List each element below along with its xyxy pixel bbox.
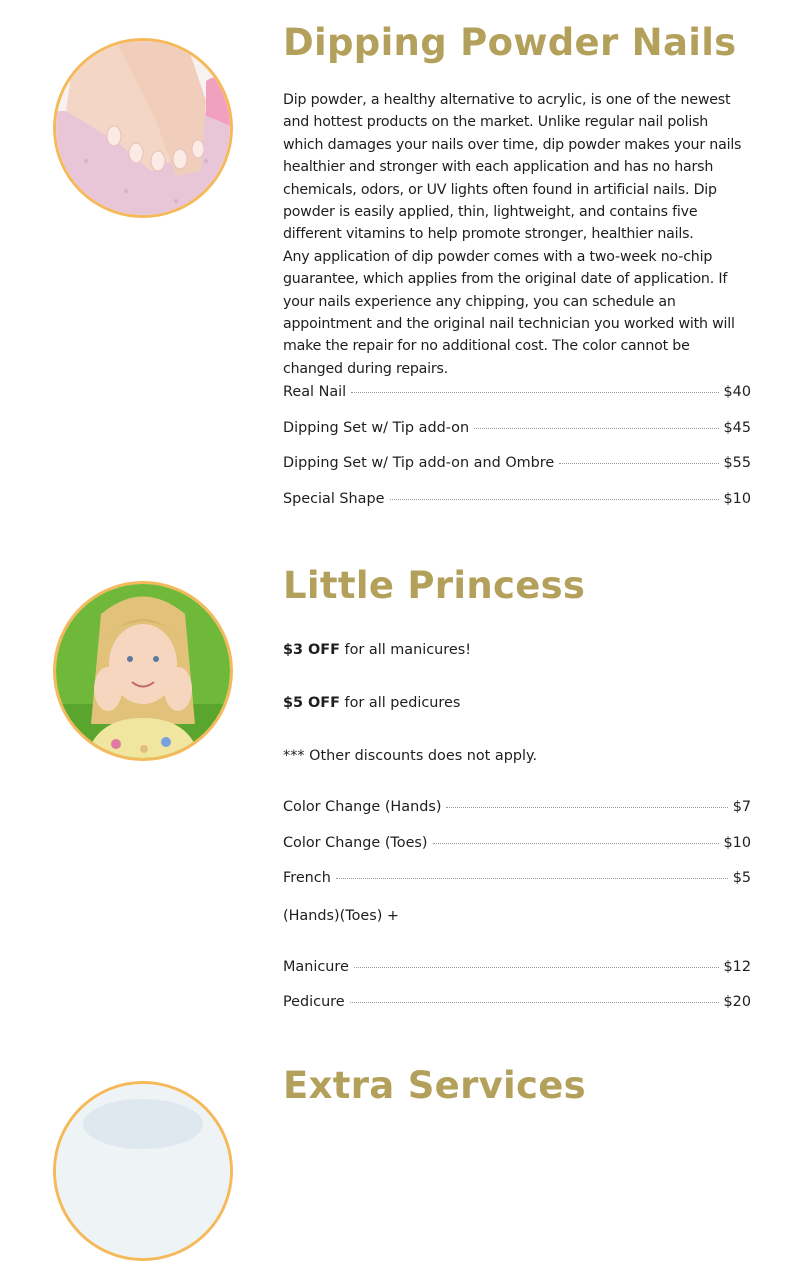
discount-amount: $5 OFF — [283, 695, 340, 711]
discount-note: *** Other discounts does not apply. — [283, 748, 538, 764]
price-row-french — [283, 870, 751, 906]
dotted-leader — [390, 499, 719, 500]
price-row-special-shape — [283, 491, 751, 527]
dotted-leader — [350, 1002, 719, 1003]
dotted-leader — [351, 392, 718, 393]
item-name: Dipping Set w/ Tip add-on — [283, 419, 470, 436]
item-name: Color Change (Hands) — [283, 799, 442, 815]
discount-text: for all manicures! — [339, 642, 471, 658]
spa-photo — [53, 1081, 233, 1261]
dotted-leader — [433, 843, 719, 844]
item-price: $5 — [732, 870, 751, 886]
price-row-pedicure — [283, 994, 751, 1030]
guarantee-paragraph: Any application of dip powder comes with a two-week no-chip guarantee, which applies from the original date of application. If your nails experience any chipping, you can schedule an appointment and the original nail technician you worked with will make the repair for no additional cost. The color cannot be changed during repairs. — [283, 248, 735, 377]
item-name: Pedicure — [283, 994, 345, 1010]
smiling-girl-photo — [53, 581, 233, 761]
price-row-color-change-hands — [283, 799, 751, 835]
manicured-hands-photo — [53, 38, 233, 218]
dotted-leader — [474, 428, 718, 429]
dotted-leader — [559, 463, 718, 464]
item-price: $10 — [723, 490, 751, 507]
item-price: $7 — [732, 799, 751, 815]
item-price: $20 — [723, 994, 751, 1010]
dotted-leader — [354, 967, 719, 968]
price-row-dipping-set — [283, 420, 751, 456]
item-price: $45 — [723, 419, 751, 436]
spa-image — [56, 1084, 230, 1258]
discount-amount: $3 OFF — [283, 642, 340, 658]
price-row-real-nail — [283, 384, 751, 420]
price-row-manicure — [283, 959, 751, 995]
item-price: $12 — [723, 958, 751, 975]
smiling-girl-image — [56, 584, 230, 758]
item-name: Manicure — [283, 958, 349, 975]
dotted-leader — [446, 807, 727, 808]
description-paragraph: Dip powder, a healthy alternative to acrylic, is one of the newest and hottest products on the market. Unlike regular nail polish which damages your nails over time, dip powder makes your nails healthier and stronger with each application and has no harsh chemicals, odors, or UV lights often found in artificial nails. Dip powder is easily applied, thin, lightweight, and contains five different vitamins to help promote stronger, healthier nails. — [283, 92, 742, 243]
item-price: $40 — [723, 384, 751, 401]
item-name: Real Nail — [283, 384, 347, 401]
item-name: Dipping Set w/ Tip add-on and Ombre — [283, 455, 555, 472]
manicure-discount — [283, 640, 751, 693]
item-price: $55 — [723, 455, 751, 472]
item-name: French — [283, 870, 331, 886]
discount-text: for all pedicures — [339, 695, 461, 711]
item-name: Special Shape — [283, 490, 385, 507]
dotted-leader — [336, 878, 728, 879]
price-row-dipping-set-ombre — [283, 455, 751, 491]
combo-subheading: (Hands)(Toes) + — [283, 907, 399, 924]
manicured-hands-image — [56, 41, 230, 215]
price-row-color-change-toes — [283, 835, 751, 871]
pedicure-discount — [283, 693, 751, 746]
section-title: Dipping Powder Nails — [283, 21, 737, 64]
item-price: $10 — [723, 834, 751, 851]
section-title: Little Princess — [283, 564, 586, 607]
item-name: Color Change (Toes) — [283, 834, 428, 851]
section-title: Extra Services — [283, 1064, 586, 1107]
